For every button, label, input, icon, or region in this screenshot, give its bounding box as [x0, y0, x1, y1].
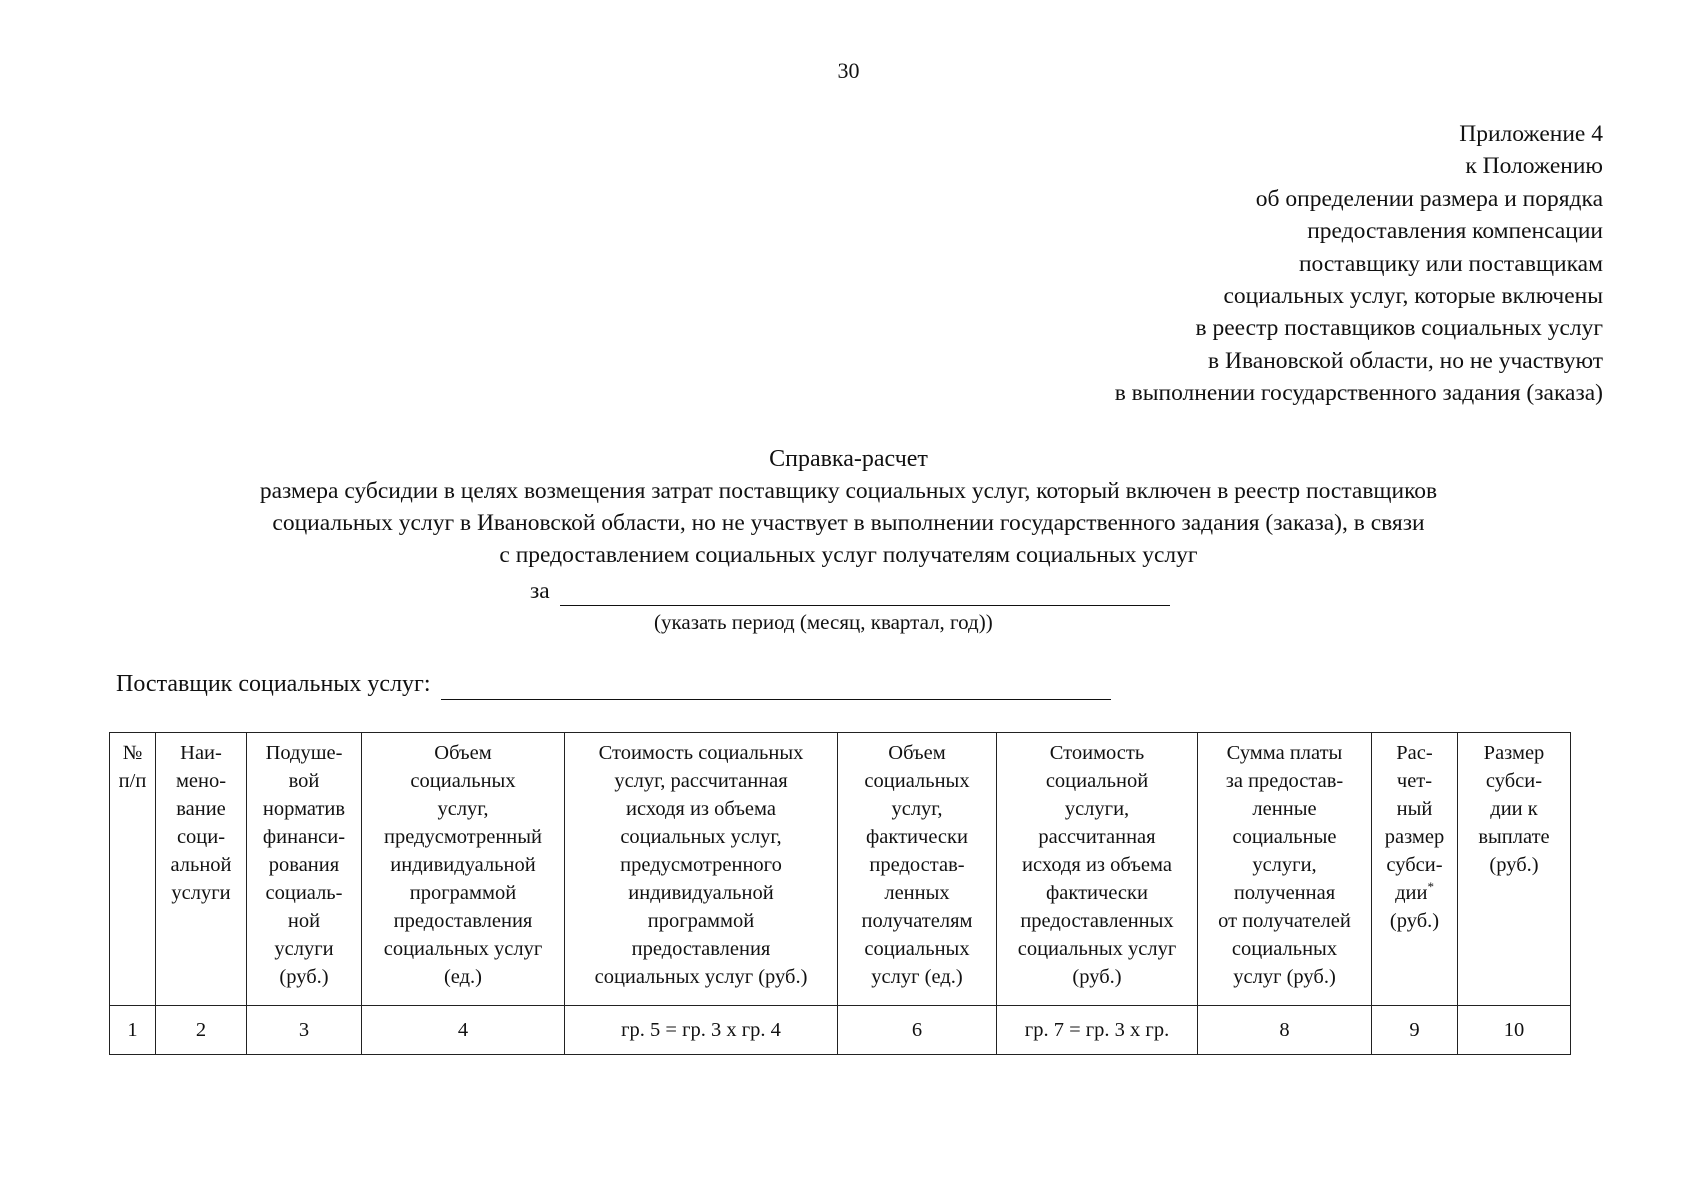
document-subtitle: [0, 475, 1697, 571]
supplier-row: [116, 668, 1111, 700]
table-header-row: [110, 733, 1571, 1006]
calculation-table: [109, 732, 1571, 1055]
table-cell: 9: [1372, 1006, 1458, 1055]
header-cell: Наи- мено- вание соци- альной услуги: [156, 733, 247, 1006]
period-hint: (указать период (месяц, квартал, год)): [654, 610, 993, 634]
supplier-blank-field[interactable]: [441, 673, 1111, 700]
appendix-line: в выполнении государственного задания (заказа): [1114, 380, 1603, 407]
table-cell: гр. 5 = гр. 3 х гр. 4: [565, 1006, 838, 1055]
table-cell: 1: [110, 1006, 156, 1055]
table-cell: 4: [362, 1006, 565, 1055]
table-cell: 3: [247, 1006, 362, 1055]
appendix-line: в реестр поставщиков социальных услуг: [1195, 315, 1603, 342]
table-cell: 2: [156, 1006, 247, 1055]
table-row: [110, 1006, 1571, 1055]
document-title: Справка-расчет: [769, 446, 928, 472]
subtitle-line: с предоставлением социальных услуг получателям социальных услуг: [499, 542, 1198, 568]
table-cell: гр. 7 = гр. 3 х гр.: [997, 1006, 1198, 1055]
table-cell: 10: [1458, 1006, 1571, 1055]
appendix-line: Приложение 4: [1459, 121, 1603, 147]
page-number: 30: [837, 58, 860, 83]
appendix-line: поставщику или поставщикам: [1298, 250, 1603, 277]
header-cell: Сумма платы за предостав- ленные социальные услуги, полученная от получателей социальных услуг (руб.): [1198, 733, 1372, 1006]
period-prefix: за: [530, 578, 550, 604]
header-cell: № п/п: [110, 733, 156, 1006]
appendix-reference: [1115, 118, 1603, 410]
header-cell: Размер субси- дии к выплате (руб.): [1458, 733, 1571, 1006]
header-cell: Подуше- вой норматив финанси- рования социаль- ной услуги (руб.): [247, 733, 362, 1006]
header-cell: Объем социальных услуг, фактически предостав- ленных получателям социальных услуг (ед.): [838, 733, 997, 1006]
subtitle-line: размера субсидии в целях возмещения затрат поставщику социальных услуг, который включен в реестр поставщиков: [259, 478, 1438, 504]
header-cell: Объем социальных услуг, предусмотренный индивидуальной программой предоставления социальных услуг (ед.): [362, 733, 565, 1006]
period-blank-field[interactable]: [560, 581, 1170, 606]
supplier-label: Поставщик социальных услуг:: [116, 671, 431, 697]
appendix-line: социальных услуг, которые включены: [1223, 283, 1603, 310]
appendix-line: в Ивановской области, но не участвуют: [1208, 347, 1603, 374]
appendix-line: предоставления компенсации: [1307, 218, 1603, 245]
table-cell: 8: [1198, 1006, 1372, 1055]
footnote-marker: *: [1427, 879, 1434, 895]
appendix-line: к Положению: [1465, 153, 1603, 180]
header-cell-text: Рас- чет- ный размер субси- дии: [1384, 742, 1445, 904]
subtitle-line: социальных услуг в Ивановской области, но не участвует в выполнении государственного задания (заказа), в связи: [272, 510, 1425, 536]
header-cell: Стоимость социальной услуги, рассчитанная исходя из объема фактически предоставленных социальных услуг (руб.): [997, 733, 1198, 1006]
header-cell-unit: (руб.): [1389, 910, 1440, 932]
header-cell: Стоимость социальных услуг, рассчитанная исходя из объема социальных услуг, предусмотренного индивидуальной программой предоставления социальных услуг (руб.): [565, 733, 838, 1006]
period-row: [530, 576, 1170, 606]
header-cell: [1372, 733, 1458, 1006]
table-cell: 6: [838, 1006, 997, 1055]
appendix-line: об определении размера и порядка: [1255, 185, 1603, 212]
